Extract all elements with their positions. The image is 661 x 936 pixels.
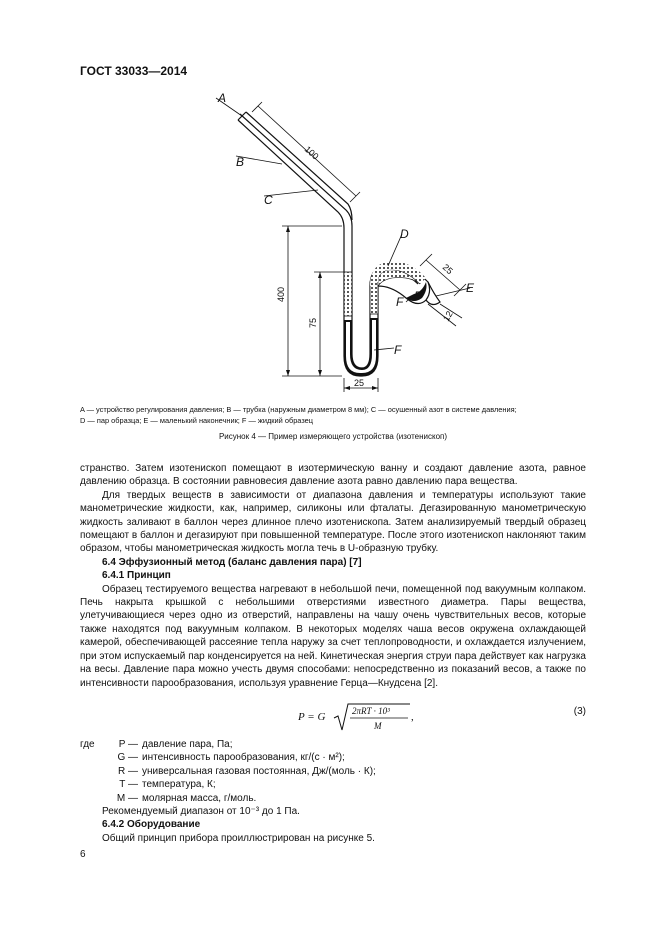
definition-symbol: M — [116, 792, 138, 804]
definition-text: давление пара, Па; [142, 739, 233, 750]
equation-formula [298, 700, 498, 734]
paragraph-1: странство. Затем изотенископ помещают в изотермическую ванну и создают давление азота, равное давлению образца. В состоянии равновесия давление азота равно давлению пара вещества. [80, 463, 586, 488]
label-e: E [466, 281, 475, 295]
dim-400: 400 [276, 286, 286, 302]
equation-numerator: 2πRT · 10³ [352, 706, 390, 716]
definition-row [80, 751, 586, 764]
paragraph-4: Общий принцип прибора проиллюстрирован на рисунке 5. [102, 832, 375, 844]
paragraph-2: Для твердых веществ в зависимости от диапазона давления и температуры используют такие манометрические жидкости, как, например, силиконы или фталаты. Дегазированную манометрическую жидкость заливают в баллон через длинное плечо изотенископа. Затем анализируемый твердый образец помещают в баллон и дегазируют при повышенной температуре. После этого изотенископ наклоняют таким образом, чтобы манометрическая жидкость могла течь в U-образную трубку. [80, 489, 586, 555]
section-heading-6-4: 6.4 Эффузионный метод (баланс давления пара) [7] [102, 556, 362, 568]
legend-line-1: A — устройство регулирования давления; B — трубка (наружным диаметром 8 мм); C — осушенный азот в системе давления; [80, 405, 517, 414]
equation-denominator: M [374, 721, 382, 731]
where-word: где [80, 739, 95, 750]
paragraph-3: Образец тестируемого вещества нагревают в небольшой печи, помещенной под вакуумным колпаком. Печь накрыта крышкой с небольшими отверстиями известного диаметра. Пары вещества, улетучивающиеся через одно из отверстий, направлены на чашу очень чувствительных весов, которые также находятся под вакуумным колпаком. В некоторых моделях чаша весов окружена охлаждающей камерой, обеспечивающей рассеяние тепла наружу за счет теплопроводности, и охлаждается излучением, при этом испускаемый пар конденсируется на ней. Кинетическая энергия струи пара действует как нагрузка на весы. Давление пара можно учесть двумя способами: непосредственно из показаний весов, а также по интенсивности парообразования, используя уравнение Герца—Кнудсена [2]. [80, 583, 586, 689]
definition-symbol: G — [117, 752, 138, 764]
equation-comma: , [411, 711, 414, 723]
definition-row [80, 765, 586, 778]
definition-text: молярная масса, г/моль. [142, 792, 257, 804]
variable-definitions [80, 738, 586, 845]
dim-100: 100 [302, 144, 321, 162]
label-f-bulb-right: F [414, 289, 422, 303]
equation-lhs: P = G [298, 711, 326, 723]
definition-symbol: R — [118, 765, 138, 777]
definition-text: универсальная газовая постоянная, Дж/(моль · К); [142, 765, 376, 777]
tube-inner-wall [248, 114, 354, 238]
dim-25-right: 25 [440, 262, 455, 277]
document-header: ГОСТ 33033—2014 [80, 64, 188, 78]
label-a: A [218, 91, 227, 105]
definition-text: интенсивность парообразования, кг/(с · м²); [142, 752, 345, 764]
definition-row [80, 792, 586, 805]
figure-caption: Рисунок 4 — Пример измеряющего устройства (изотенископ) [218, 432, 448, 441]
definition-text: температура, К; [142, 779, 216, 791]
figure-legend [80, 404, 586, 426]
recommended-range: Рекомендуемый диапазон от 10⁻³ до 1 Па. [102, 806, 300, 818]
section-heading-6-4-2: 6.4.2 Оборудование [102, 819, 201, 831]
legend-line-2: D — пар образца; E — маленький наконечник; F — жидкий образец [80, 416, 313, 425]
label-b: B [236, 155, 245, 169]
dim-75: 75 [308, 317, 318, 328]
section-heading-6-4-1: 6.4.1 Принцип [102, 570, 171, 582]
definition-symbol: P — [118, 739, 138, 750]
body-text [80, 462, 586, 690]
definition-row [80, 778, 586, 791]
tube-outer-wall [240, 114, 352, 238]
page-number: 6 [80, 849, 86, 860]
label-c: C [264, 193, 273, 207]
label-d: D [400, 227, 409, 241]
dim-25-bottom: 25 [354, 378, 365, 388]
label-f-u: F [394, 343, 402, 357]
definition-row [80, 738, 586, 751]
isoteniscope-figure [170, 86, 500, 398]
equation-number: (3) [573, 706, 586, 717]
definition-symbol: T — [119, 779, 138, 791]
label-f-bulb-left: F [396, 295, 404, 309]
dim-12: 12 [441, 309, 455, 323]
equation-3 [80, 700, 586, 734]
